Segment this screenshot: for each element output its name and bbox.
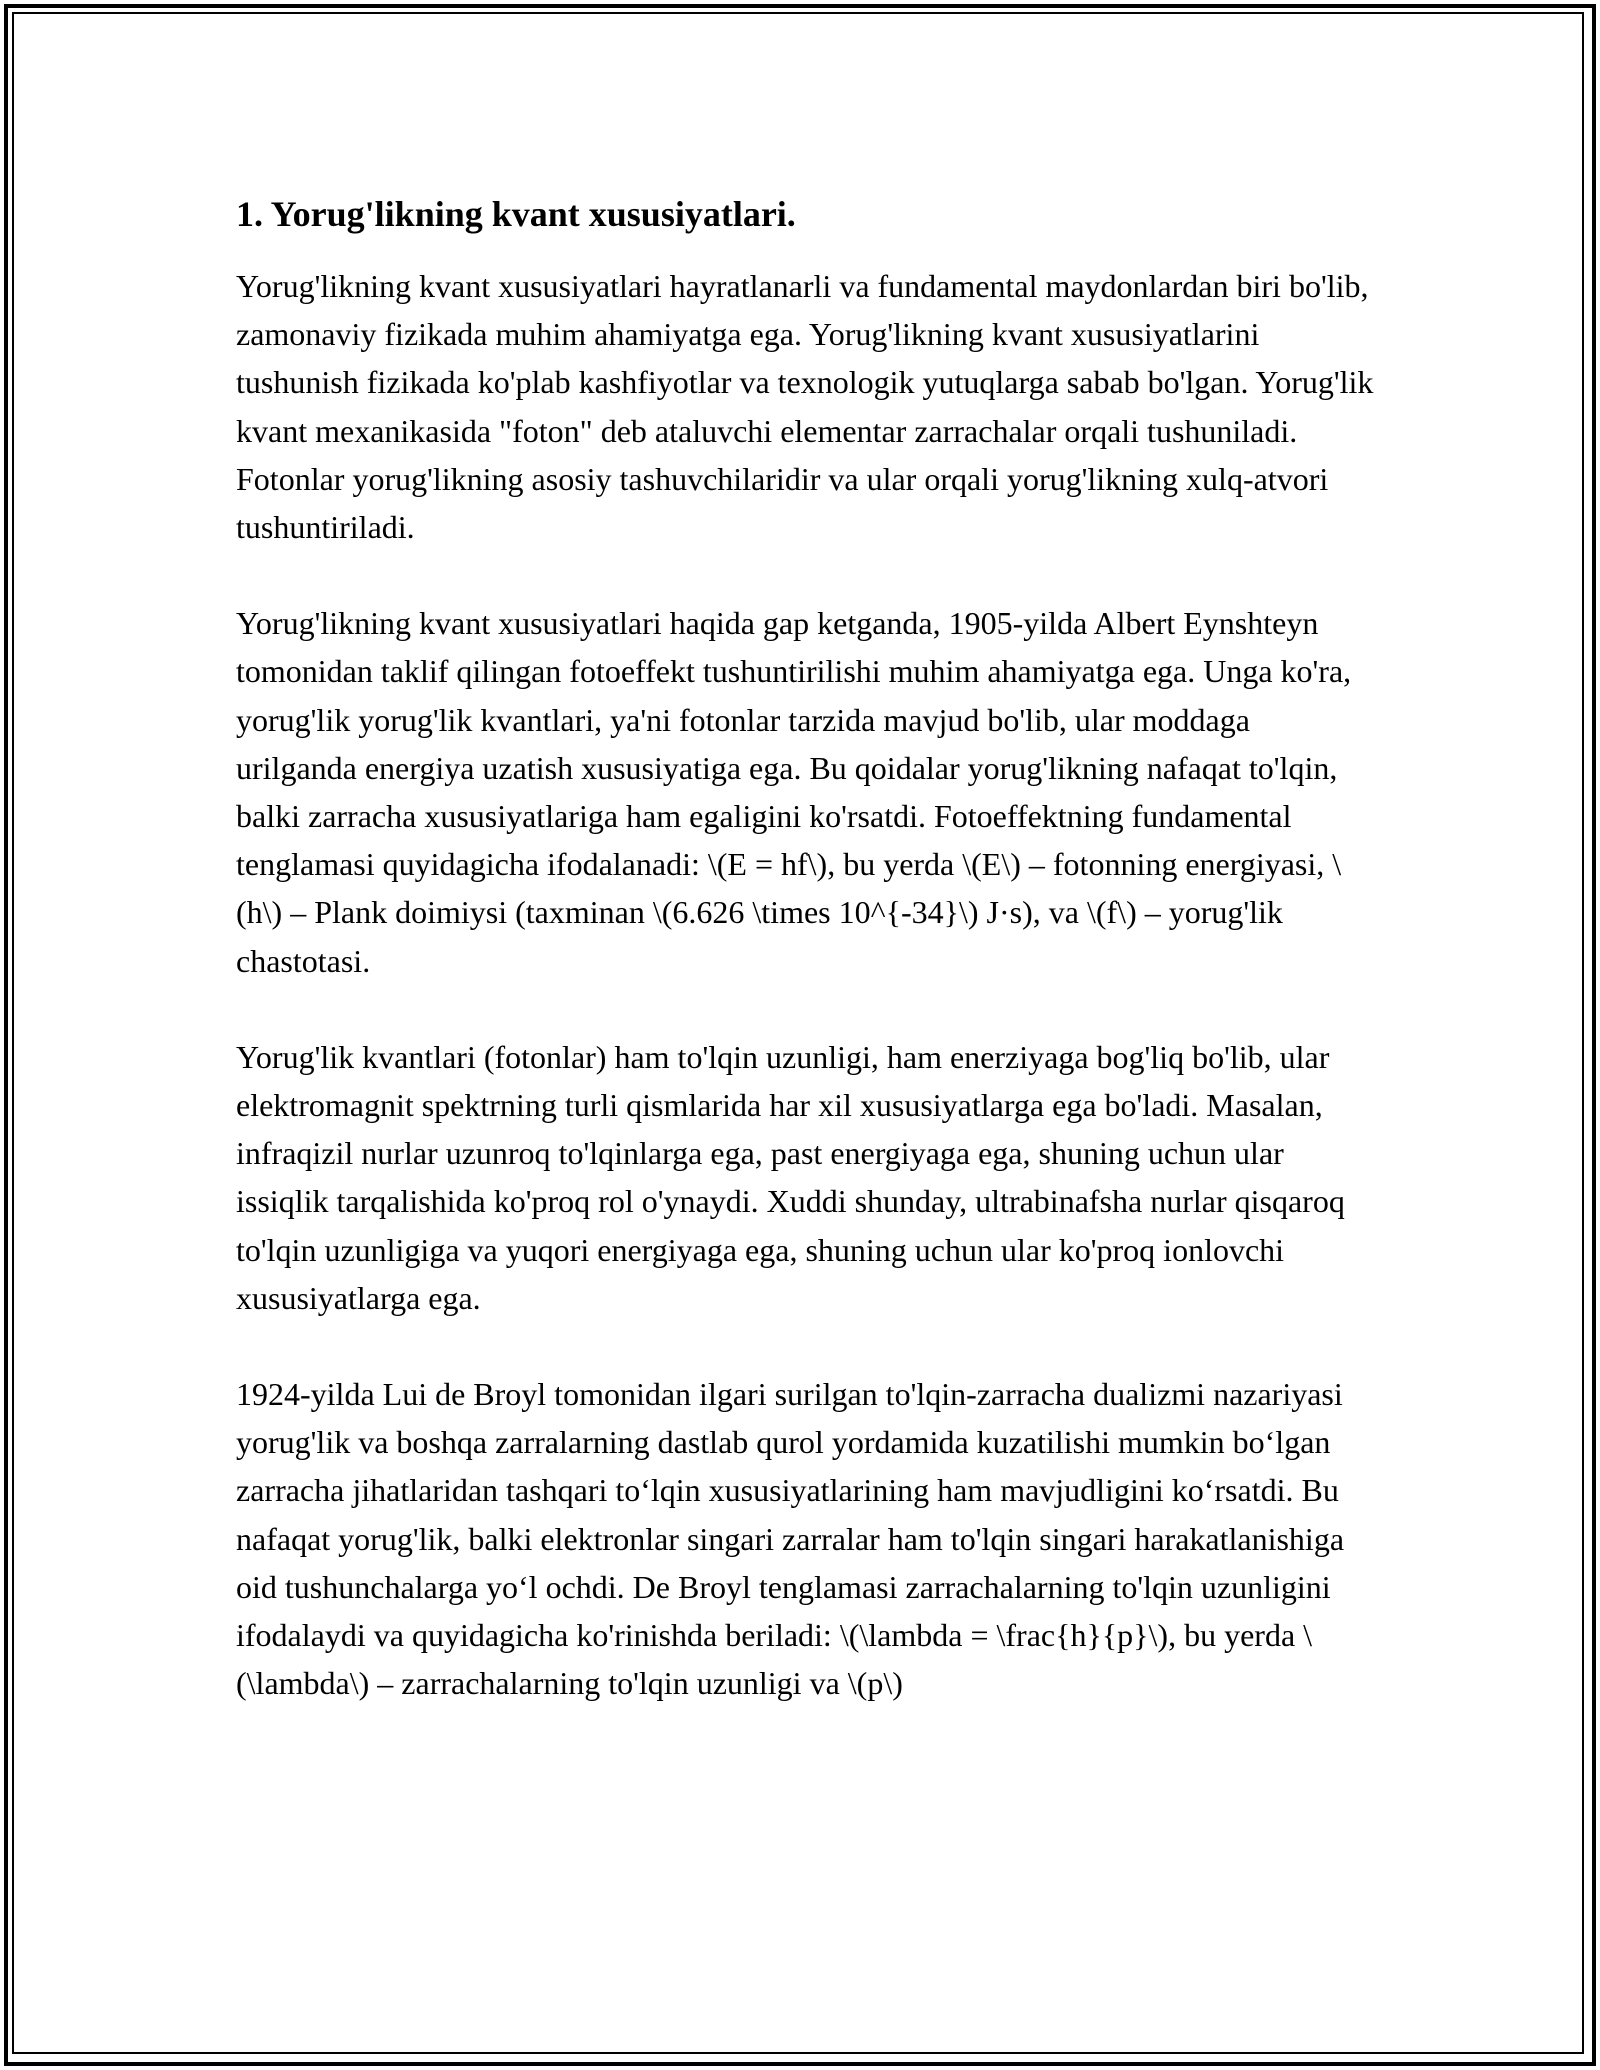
section-heading: 1. Yorug'likning kvant xususiyatlari.: [236, 194, 796, 234]
paragraph-photoeffect: Yorug'likning kvant xususiyatlari haqida gap ketganda, 1905-yilda Albert Eynshteyn tomonidan taklif qilingan fotoeffekt tushuntirilishi muhim ahamiyatga ega. Unga ko'ra, yorug'lik yorug'lik kvantlari, ya'ni fotonlar tarzida mavjud bo'lib, ular moddaga urilganda energiya uzatish xususiyatiga ega. Bu qoidalar yorug'likning nafaqat to'lqin, balki zarracha xususiyatlariga ham egaligini ko'rsatdi. Fotoeffektning fundamental tenglamasi quyidagicha ifodalanadi: \(E = hf\), bu yerda \(E\) – fotonning energiyasi, \(h\) – Plank doimiysi (taxminan \(6.626 \times 10^{-34}\) J·s), va \(f\) – yorug'lik chastotasi.: [236, 605, 1352, 979]
paragraph-spectrum: Yorug'lik kvantlari (fotonlar) ham to'lqin uzunligi, ham enerziyaga bog'liq bo'lib, ular elektromagnit spektrning turli qismlarida har xil xususiyatlarga ega bo'ladi. Masalan, infraqizil nurlar uzunroq to'lqinlarga ega, past energiyaga ega, shuning uchun ular issiqlik tarqalishida ko'proq rol o'ynaydi. Xuddi shunday, ultrabinafsha nurlar qisqaroq to'lqin uzunligiga va yuqori energiyaga ega, shuning uchun ular ko'proq ionlovchi xususiyatlarga ega.: [236, 1038, 1345, 1316]
document-body: [236, 190, 1376, 1755]
paragraph-intro: Yorug'likning kvant xususiyatlari hayratlanarli va fundamental maydonlardan biri bo'lib, zamonaviy fizikada muhim ahamiyatga ega. Yorug'likning kvant xususiyatlarini tushunish fizikada ko'plab kashfiyotlar va texnologik yutuqlarga sabab bo'lgan. Yorug'lik kvant mexanikasida "foton" deb ataluvchi elementar zarrachalar orqali tushuniladi. Fotonlar yorug'likning asosiy tashuvchilaridir va ular orqali yorug'likning xulq-atvori tushuntiriladi.: [236, 268, 1374, 546]
paragraph-de-broglie: 1924-yilda Lui de Broyl tomonidan ilgari surilgan to'lqin-zarracha dualizmi nazariyasi yorug'lik va boshqa zarralarning dastlab qurol yordamida kuzatilishi mumkin boʻlgan zarracha jihatlaridan tashqari toʻlqin xususiyatlarining ham mavjudligini koʻrsatdi. Bu nafaqat yorug'lik, balki elektronlar singari zarralar ham to'lqin singari harakatlanishiga oid tushunchalarga yoʻl ochdi. De Broyl tenglamasi zarrachalarning to'lqin uzunligini ifodalaydi va quyidagicha ko'rinishda beriladi: \(\lambda = \frac{h}{p}\), bu yerda \(\lambda\) – zarrachalarning to'lqin uzunligi va \(p\): [236, 1376, 1345, 1702]
